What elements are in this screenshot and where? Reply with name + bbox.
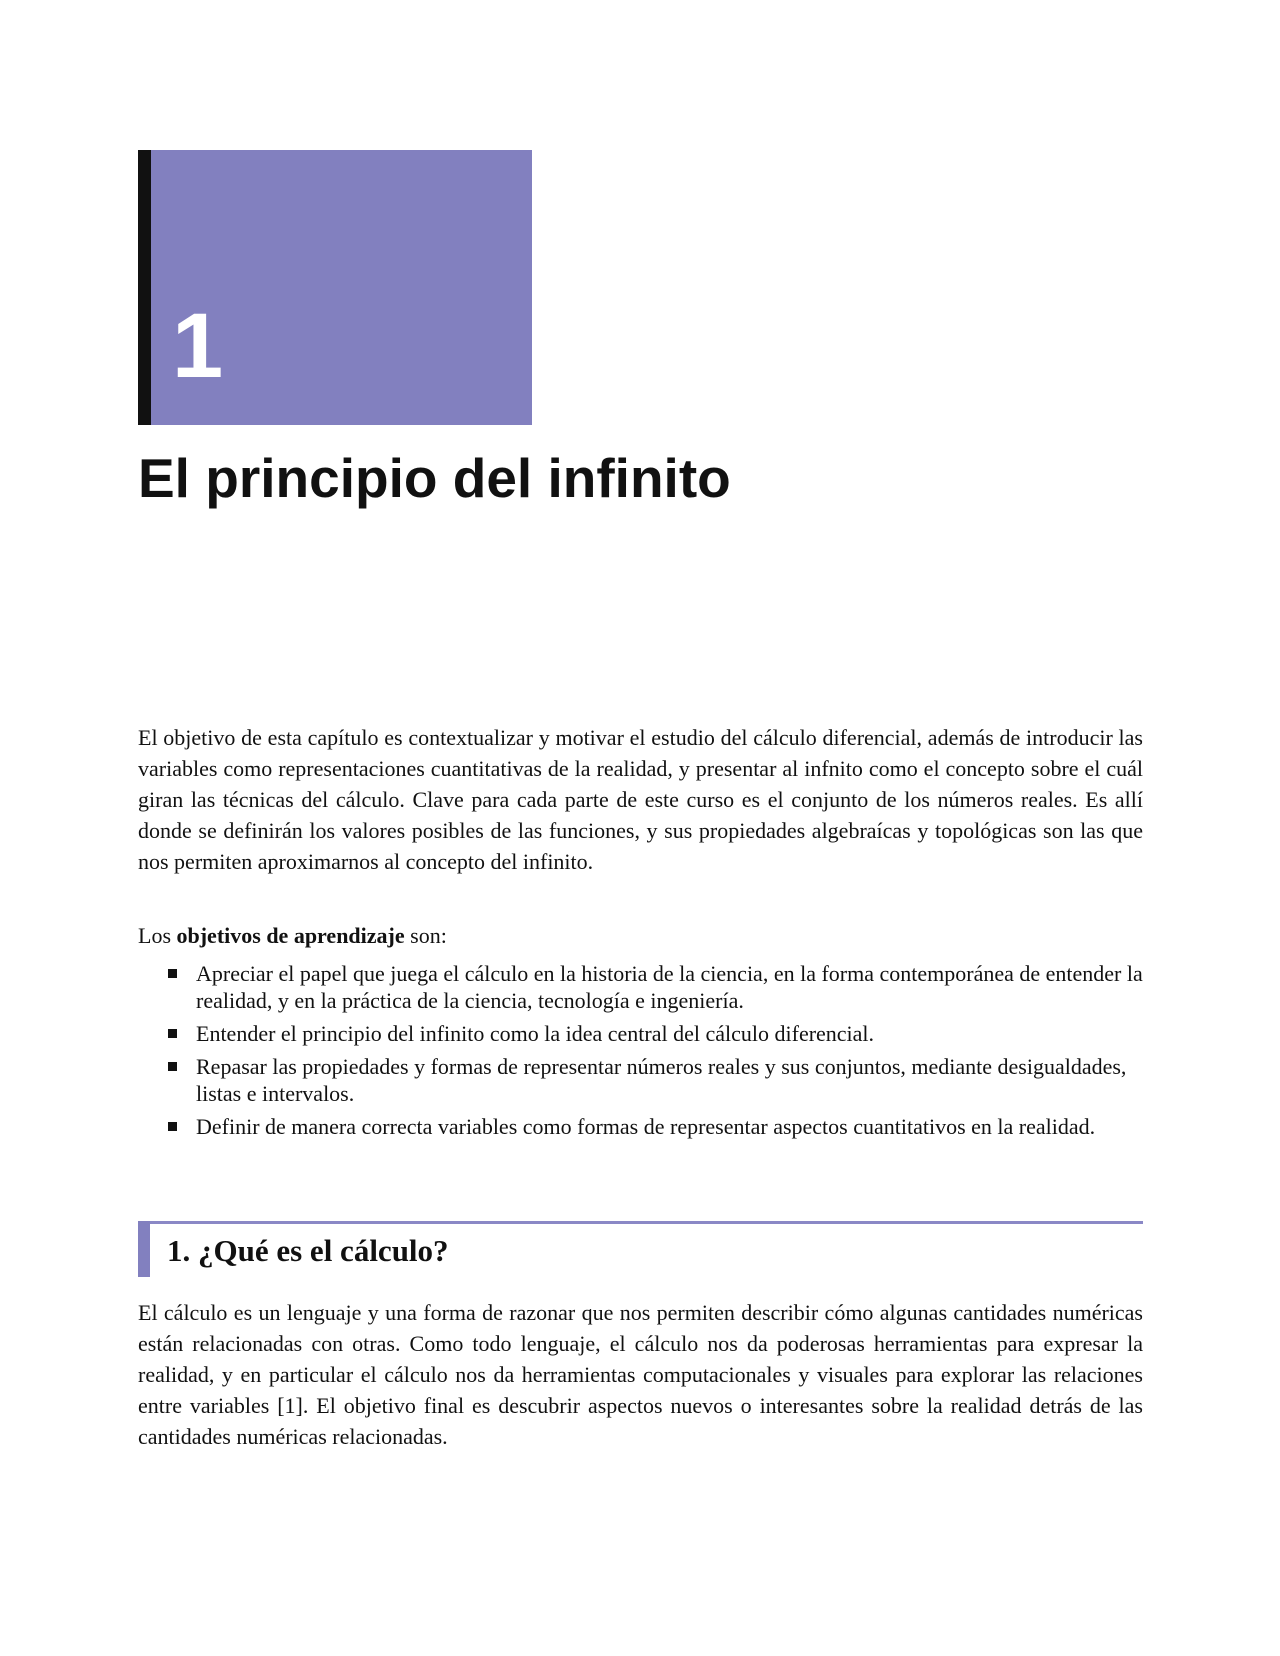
- square-bullet-icon: [168, 1062, 177, 1071]
- section-top-rule: [138, 1221, 1143, 1224]
- objectives-lead-bold: objetivos de aprendizaje: [176, 923, 405, 948]
- chapter-number-box: [138, 150, 532, 425]
- section-heading: 1. ¿Qué es el cálculo?: [167, 1233, 449, 1268]
- list-item-text: Entender el principio del infinito como la idea central del cálculo diferencial.: [196, 1021, 875, 1046]
- section-paragraph: El cálculo es un lenguaje y una forma de razonar que nos permiten describir cómo algunas cantidades numéricas están relacionadas con otras. Como todo lenguaje, el cálculo nos da poderosas herramientas para expresar la realidad, y en particular el cálculo nos da herramientas computacionales y visuales para explorar las relaciones entre variables [1]. El objetivo final es descubrir aspectos nuevos o interesantes sobre la realidad detrás de las cantidades numéricas relacionadas.: [138, 1300, 1143, 1449]
- list-item-text: Definir de manera correcta variables como formas de representar aspectos cuantitativos en la realidad.: [196, 1114, 1096, 1139]
- intro-paragraph: El objetivo de esta capítulo es contextualizar y motivar el estudio del cálculo diferencial, además de introducir las variables como representaciones cuantitativas de la realidad, y presentar al infnito como el concepto sobre el cuál giran las técnicas del cálculo. Clave para cada parte de este curso es el conjunto de los números reales. Es allí donde se definirán los valores posibles de las funciones, y sus propiedades algebraícas y topológicas son las que nos permiten aproximarnos al concepto del infinito.: [138, 725, 1143, 874]
- list-item: [138, 1113, 1143, 1140]
- square-bullet-icon: [168, 969, 177, 978]
- list-item: [138, 1020, 1143, 1047]
- square-bullet-icon: [168, 1029, 177, 1038]
- list-item-text: Apreciar el papel que juega el cálculo en la historia de la ciencia, en la forma contemporánea de entender la realidad, y en la práctica de la ciencia, tecnología e ingeniería.: [196, 961, 1143, 1013]
- chapter-number: 1: [172, 295, 224, 397]
- objectives-lead-after: son:: [404, 923, 447, 948]
- chapter-title: El principio del infinito: [138, 447, 731, 509]
- list-item: [138, 1053, 1143, 1107]
- chapter-side-bar: [138, 150, 151, 425]
- objectives-lead-before: Los: [138, 923, 177, 948]
- objectives-lead: [138, 920, 1143, 951]
- list-item-text: Repasar las propiedades y formas de representar números reales y sus conjuntos, mediante desigualdades, listas e intervalos.: [196, 1054, 1127, 1106]
- square-bullet-icon: [168, 1122, 177, 1131]
- list-item: [138, 960, 1143, 1014]
- objectives-list: [138, 960, 1143, 1146]
- section-side-bar: [138, 1221, 150, 1277]
